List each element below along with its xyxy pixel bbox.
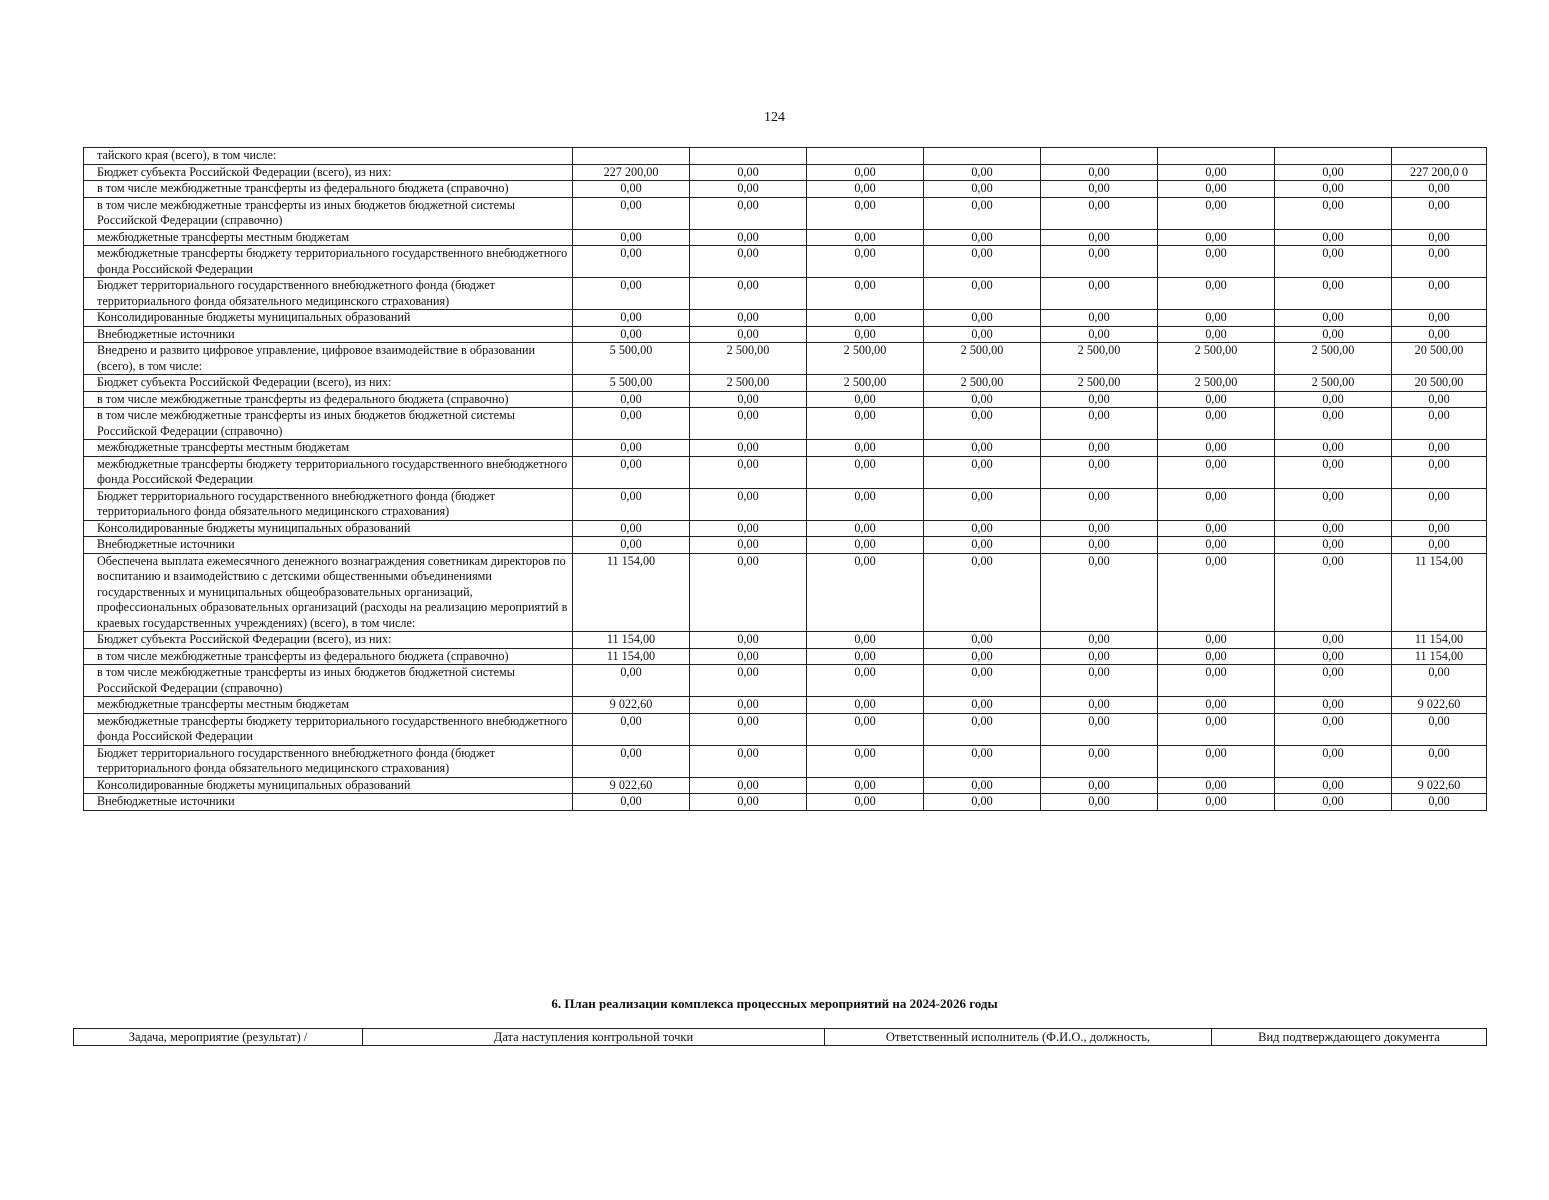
value-cell: 0,00 xyxy=(1275,488,1392,520)
value-cell: 0,00 xyxy=(690,326,807,343)
row-label: в том числе межбюджетные трансферты из федерального бюджета (справочно) xyxy=(84,648,573,665)
value-cell: 0,00 xyxy=(1158,745,1275,777)
value-cell: 0,00 xyxy=(1275,246,1392,278)
row-label: в том числе межбюджетные трансферты из иных бюджетов бюджетной системы Российской Федерации (справочно) xyxy=(84,665,573,697)
value-cell: 0,00 xyxy=(1158,278,1275,310)
value-cell: 9 022,60 xyxy=(573,697,690,714)
value-cell: 0,00 xyxy=(1158,777,1275,794)
value-cell: 2 500,00 xyxy=(807,343,924,375)
value-cell: 0,00 xyxy=(1275,794,1392,811)
value-cell: 0,00 xyxy=(1158,665,1275,697)
value-cell: 0,00 xyxy=(1392,246,1487,278)
row-label: Консолидированные бюджеты муниципальных образований xyxy=(84,520,573,537)
value-cell: 0,00 xyxy=(1041,648,1158,665)
value-cell: 0,00 xyxy=(573,181,690,198)
table-row xyxy=(84,777,1487,794)
value-cell: 0,00 xyxy=(924,648,1041,665)
value-cell: 0,00 xyxy=(924,745,1041,777)
value-cell: 0,00 xyxy=(807,745,924,777)
value-cell: 11 154,00 xyxy=(1392,632,1487,649)
value-cell: 0,00 xyxy=(1158,197,1275,229)
value-cell: 0,00 xyxy=(1392,665,1487,697)
value-cell: 0,00 xyxy=(807,197,924,229)
table-row xyxy=(84,408,1487,440)
value-cell: 0,00 xyxy=(573,665,690,697)
value-cell: 9 022,60 xyxy=(1392,777,1487,794)
value-cell: 0,00 xyxy=(690,520,807,537)
value-cell: 0,00 xyxy=(807,440,924,457)
value-cell: 0,00 xyxy=(1158,310,1275,327)
row-label: Внебюджетные источники xyxy=(84,537,573,554)
value-cell: 0,00 xyxy=(1158,164,1275,181)
value-cell: 0,00 xyxy=(1158,520,1275,537)
value-cell: 0,00 xyxy=(573,310,690,327)
value-cell: 0,00 xyxy=(1158,794,1275,811)
value-cell: 0,00 xyxy=(690,794,807,811)
value-cell: 0,00 xyxy=(1392,197,1487,229)
plan-table-header-row xyxy=(74,1029,1487,1046)
table-row xyxy=(84,456,1487,488)
value-cell: 0,00 xyxy=(1392,408,1487,440)
value-cell: 0,00 xyxy=(1158,326,1275,343)
value-cell: 0,00 xyxy=(573,794,690,811)
value-cell: 0,00 xyxy=(924,456,1041,488)
value-cell: 0,00 xyxy=(1275,632,1392,649)
value-cell: 0,00 xyxy=(1041,745,1158,777)
value-cell xyxy=(924,148,1041,165)
value-cell: 0,00 xyxy=(1158,456,1275,488)
value-cell: 9 022,60 xyxy=(1392,697,1487,714)
value-cell: 0,00 xyxy=(807,246,924,278)
value-cell: 0,00 xyxy=(690,440,807,457)
row-label: Бюджет территориального государственного внебюджетного фонда (бюджет территориального фонда обязательного медицинского страхования) xyxy=(84,745,573,777)
value-cell: 5 500,00 xyxy=(573,343,690,375)
value-cell: 0,00 xyxy=(1392,391,1487,408)
value-cell: 0,00 xyxy=(807,164,924,181)
plan-header-document: Вид подтверждающего документа xyxy=(1212,1029,1487,1046)
value-cell: 0,00 xyxy=(924,777,1041,794)
value-cell: 0,00 xyxy=(1041,777,1158,794)
value-cell: 11 154,00 xyxy=(573,648,690,665)
value-cell: 0,00 xyxy=(807,632,924,649)
value-cell: 0,00 xyxy=(807,310,924,327)
value-cell: 2 500,00 xyxy=(1158,343,1275,375)
row-label: Бюджет территориального государственного внебюджетного фонда (бюджет территориального фонда обязательного медицинского страхования) xyxy=(84,488,573,520)
value-cell: 0,00 xyxy=(924,229,1041,246)
row-label: Бюджет территориального государственного внебюджетного фонда (бюджет территориального фонда обязательного медицинского страхования) xyxy=(84,278,573,310)
value-cell: 0,00 xyxy=(924,197,1041,229)
table-row xyxy=(84,310,1487,327)
table-row xyxy=(84,648,1487,665)
value-cell: 0,00 xyxy=(1158,440,1275,457)
value-cell: 0,00 xyxy=(1392,456,1487,488)
value-cell: 0,00 xyxy=(1275,440,1392,457)
value-cell: 0,00 xyxy=(1158,408,1275,440)
value-cell: 0,00 xyxy=(1275,181,1392,198)
value-cell: 2 500,00 xyxy=(924,343,1041,375)
value-cell: 227 200,0 0 xyxy=(1392,164,1487,181)
value-cell: 0,00 xyxy=(924,246,1041,278)
value-cell xyxy=(1041,148,1158,165)
value-cell: 0,00 xyxy=(1275,278,1392,310)
value-cell: 0,00 xyxy=(1275,553,1392,632)
value-cell: 0,00 xyxy=(573,745,690,777)
row-label: межбюджетные трансферты бюджету территориального государственного внебюджетного фонда Российской Федерации xyxy=(84,456,573,488)
value-cell: 11 154,00 xyxy=(1392,553,1487,632)
value-cell: 0,00 xyxy=(807,537,924,554)
value-cell: 0,00 xyxy=(807,278,924,310)
value-cell: 0,00 xyxy=(1275,164,1392,181)
value-cell: 0,00 xyxy=(924,278,1041,310)
value-cell: 0,00 xyxy=(924,537,1041,554)
value-cell: 0,00 xyxy=(573,197,690,229)
value-cell: 0,00 xyxy=(1392,537,1487,554)
table-row xyxy=(84,632,1487,649)
value-cell: 0,00 xyxy=(924,632,1041,649)
value-cell: 2 500,00 xyxy=(807,375,924,392)
value-cell: 0,00 xyxy=(924,408,1041,440)
row-label: Консолидированные бюджеты муниципальных образований xyxy=(84,777,573,794)
value-cell: 0,00 xyxy=(807,777,924,794)
value-cell: 0,00 xyxy=(1392,229,1487,246)
value-cell: 0,00 xyxy=(1275,777,1392,794)
value-cell: 0,00 xyxy=(1041,310,1158,327)
value-cell: 0,00 xyxy=(690,197,807,229)
value-cell: 0,00 xyxy=(1275,310,1392,327)
value-cell: 0,00 xyxy=(1041,713,1158,745)
value-cell: 0,00 xyxy=(1275,326,1392,343)
value-cell: 0,00 xyxy=(573,537,690,554)
value-cell: 0,00 xyxy=(924,440,1041,457)
value-cell: 2 500,00 xyxy=(690,343,807,375)
row-label: в том числе межбюджетные трансферты из иных бюджетов бюджетной системы Российской Федерации (справочно) xyxy=(84,408,573,440)
value-cell: 0,00 xyxy=(690,408,807,440)
value-cell: 0,00 xyxy=(1275,408,1392,440)
value-cell: 0,00 xyxy=(1392,326,1487,343)
value-cell xyxy=(1158,148,1275,165)
value-cell: 0,00 xyxy=(807,665,924,697)
value-cell: 0,00 xyxy=(924,553,1041,632)
row-label: Обеспечена выплата ежемесячного денежного вознаграждения советникам директоров по воспитанию и взаимодействию с детскими общественными объединениями государственных и муниципальных общеобразовательных организаций, профессиональных образовательных организаций (расходы на реализацию мероприятий в краевых государственных учреждениях) (всего), в том числе: xyxy=(84,553,573,632)
value-cell: 0,00 xyxy=(1158,632,1275,649)
page-number: 124 xyxy=(764,110,785,125)
table-row xyxy=(84,343,1487,375)
table-row xyxy=(84,148,1487,165)
value-cell: 0,00 xyxy=(1392,310,1487,327)
value-cell: 0,00 xyxy=(1392,794,1487,811)
table-row xyxy=(84,537,1487,554)
row-label: Внебюджетные источники xyxy=(84,794,573,811)
value-cell: 0,00 xyxy=(1392,278,1487,310)
value-cell: 0,00 xyxy=(1041,326,1158,343)
value-cell: 0,00 xyxy=(924,488,1041,520)
value-cell: 0,00 xyxy=(1275,391,1392,408)
value-cell: 0,00 xyxy=(1041,456,1158,488)
table-row xyxy=(84,440,1487,457)
value-cell: 0,00 xyxy=(924,326,1041,343)
value-cell: 0,00 xyxy=(573,391,690,408)
value-cell: 2 500,00 xyxy=(1041,375,1158,392)
value-cell: 0,00 xyxy=(1275,648,1392,665)
table-row xyxy=(84,246,1487,278)
value-cell: 0,00 xyxy=(690,648,807,665)
value-cell: 0,00 xyxy=(690,777,807,794)
value-cell: 0,00 xyxy=(807,181,924,198)
value-cell: 0,00 xyxy=(1392,440,1487,457)
value-cell: 0,00 xyxy=(690,310,807,327)
row-label: межбюджетные трансферты местным бюджетам xyxy=(84,440,573,457)
value-cell xyxy=(690,148,807,165)
section-title: 6. План реализации комплекса процессных мероприятий на 2024-2026 годы xyxy=(551,996,998,1011)
value-cell: 0,00 xyxy=(1275,229,1392,246)
row-label: межбюджетные трансферты бюджету территориального государственного внебюджетного фонда Российской Федерации xyxy=(84,713,573,745)
value-cell: 0,00 xyxy=(807,648,924,665)
value-cell: 0,00 xyxy=(690,181,807,198)
value-cell: 0,00 xyxy=(1041,537,1158,554)
value-cell: 2 500,00 xyxy=(1158,375,1275,392)
table-row xyxy=(84,520,1487,537)
table-row xyxy=(84,197,1487,229)
value-cell: 0,00 xyxy=(690,488,807,520)
value-cell: 0,00 xyxy=(924,391,1041,408)
value-cell: 0,00 xyxy=(1158,229,1275,246)
value-cell: 0,00 xyxy=(1392,520,1487,537)
value-cell: 0,00 xyxy=(1158,537,1275,554)
budget-table-body xyxy=(84,148,1487,811)
value-cell: 20 500,00 xyxy=(1392,343,1487,375)
value-cell: 0,00 xyxy=(1041,391,1158,408)
table-row xyxy=(84,278,1487,310)
value-cell: 0,00 xyxy=(690,456,807,488)
value-cell: 0,00 xyxy=(807,229,924,246)
plan-header-date: Дата наступления контрольной точки xyxy=(363,1029,825,1046)
value-cell: 227 200,00 xyxy=(573,164,690,181)
table-row xyxy=(84,375,1487,392)
row-label: Бюджет субъекта Российской Федерации (всего), из них: xyxy=(84,375,573,392)
value-cell: 0,00 xyxy=(1275,520,1392,537)
value-cell: 0,00 xyxy=(573,713,690,745)
value-cell: 0,00 xyxy=(807,326,924,343)
table-row xyxy=(84,164,1487,181)
value-cell: 0,00 xyxy=(690,278,807,310)
value-cell: 0,00 xyxy=(1041,278,1158,310)
value-cell: 0,00 xyxy=(690,665,807,697)
plan-header-executor: Ответственный исполнитель (Ф.И.О., должность, xyxy=(825,1029,1212,1046)
value-cell: 0,00 xyxy=(690,164,807,181)
table-row xyxy=(84,794,1487,811)
value-cell: 0,00 xyxy=(1041,488,1158,520)
plan-table xyxy=(73,1028,1487,1046)
value-cell: 0,00 xyxy=(1041,246,1158,278)
value-cell: 9 022,60 xyxy=(573,777,690,794)
value-cell: 0,00 xyxy=(807,391,924,408)
row-label: в том числе межбюджетные трансферты из федерального бюджета (справочно) xyxy=(84,181,573,198)
value-cell: 0,00 xyxy=(690,632,807,649)
value-cell: 0,00 xyxy=(1158,488,1275,520)
value-cell: 0,00 xyxy=(1392,745,1487,777)
value-cell: 0,00 xyxy=(690,246,807,278)
value-cell: 0,00 xyxy=(807,794,924,811)
table-row xyxy=(84,697,1487,714)
value-cell: 0,00 xyxy=(1158,181,1275,198)
table-row xyxy=(84,745,1487,777)
value-cell: 0,00 xyxy=(807,456,924,488)
row-label: Внебюджетные источники xyxy=(84,326,573,343)
row-label: Внедрено и развито цифровое управление, цифровое взаимодействие в образовании (всего), в том числе: xyxy=(84,343,573,375)
row-label: межбюджетные трансферты местным бюджетам xyxy=(84,697,573,714)
row-label: в том числе межбюджетные трансферты из иных бюджетов бюджетной системы Российской Федерации (справочно) xyxy=(84,197,573,229)
value-cell: 0,00 xyxy=(690,391,807,408)
value-cell: 0,00 xyxy=(924,164,1041,181)
value-cell: 0,00 xyxy=(1041,181,1158,198)
value-cell: 0,00 xyxy=(1041,520,1158,537)
value-cell: 0,00 xyxy=(1392,488,1487,520)
value-cell: 0,00 xyxy=(690,229,807,246)
table-row xyxy=(84,713,1487,745)
row-label: межбюджетные трансферты местным бюджетам xyxy=(84,229,573,246)
value-cell: 2 500,00 xyxy=(1041,343,1158,375)
table-row xyxy=(84,391,1487,408)
row-label: межбюджетные трансферты бюджету территориального государственного внебюджетного фонда Российской Федерации xyxy=(84,246,573,278)
value-cell: 0,00 xyxy=(1041,440,1158,457)
value-cell xyxy=(1392,148,1487,165)
value-cell xyxy=(573,148,690,165)
value-cell: 0,00 xyxy=(807,713,924,745)
row-label: Консолидированные бюджеты муниципальных образований xyxy=(84,310,573,327)
value-cell: 0,00 xyxy=(573,440,690,457)
value-cell: 0,00 xyxy=(1275,713,1392,745)
value-cell: 0,00 xyxy=(573,520,690,537)
table-row xyxy=(84,229,1487,246)
value-cell: 0,00 xyxy=(1158,648,1275,665)
value-cell: 0,00 xyxy=(924,697,1041,714)
plan-header-task: Задача, мероприятие (результат) / xyxy=(74,1029,363,1046)
value-cell: 0,00 xyxy=(573,456,690,488)
value-cell: 0,00 xyxy=(1275,537,1392,554)
value-cell: 0,00 xyxy=(1041,697,1158,714)
value-cell: 0,00 xyxy=(924,310,1041,327)
value-cell: 0,00 xyxy=(1158,553,1275,632)
table-row xyxy=(84,326,1487,343)
table-row xyxy=(84,553,1487,632)
value-cell: 2 500,00 xyxy=(1275,343,1392,375)
value-cell: 0,00 xyxy=(1275,665,1392,697)
value-cell: 20 500,00 xyxy=(1392,375,1487,392)
value-cell: 0,00 xyxy=(1041,632,1158,649)
value-cell: 2 500,00 xyxy=(1275,375,1392,392)
value-cell: 0,00 xyxy=(1041,794,1158,811)
row-label: Бюджет субъекта Российской Федерации (всего), из них: xyxy=(84,632,573,649)
value-cell: 0,00 xyxy=(1275,697,1392,714)
value-cell: 0,00 xyxy=(1158,391,1275,408)
table-row xyxy=(84,665,1487,697)
value-cell xyxy=(807,148,924,165)
value-cell: 0,00 xyxy=(573,229,690,246)
value-cell: 0,00 xyxy=(573,278,690,310)
value-cell: 0,00 xyxy=(1158,246,1275,278)
value-cell: 0,00 xyxy=(573,488,690,520)
value-cell: 0,00 xyxy=(573,408,690,440)
value-cell: 2 500,00 xyxy=(924,375,1041,392)
value-cell: 0,00 xyxy=(1158,697,1275,714)
budget-table xyxy=(83,147,1487,811)
value-cell: 0,00 xyxy=(924,520,1041,537)
value-cell: 0,00 xyxy=(1275,197,1392,229)
value-cell: 0,00 xyxy=(924,665,1041,697)
value-cell: 0,00 xyxy=(924,181,1041,198)
value-cell: 0,00 xyxy=(573,246,690,278)
value-cell: 0,00 xyxy=(690,537,807,554)
table-row xyxy=(84,488,1487,520)
value-cell: 0,00 xyxy=(1275,456,1392,488)
value-cell: 0,00 xyxy=(1041,164,1158,181)
value-cell xyxy=(1275,148,1392,165)
table-row xyxy=(84,181,1487,198)
value-cell: 0,00 xyxy=(1041,408,1158,440)
value-cell: 0,00 xyxy=(807,553,924,632)
value-cell: 0,00 xyxy=(573,326,690,343)
value-cell: 0,00 xyxy=(807,697,924,714)
value-cell: 0,00 xyxy=(690,553,807,632)
value-cell: 0,00 xyxy=(1041,665,1158,697)
value-cell: 0,00 xyxy=(1041,229,1158,246)
value-cell: 0,00 xyxy=(1275,745,1392,777)
value-cell: 0,00 xyxy=(1392,181,1487,198)
value-cell: 2 500,00 xyxy=(690,375,807,392)
value-cell: 0,00 xyxy=(1041,553,1158,632)
value-cell: 0,00 xyxy=(1041,197,1158,229)
value-cell: 0,00 xyxy=(690,745,807,777)
row-label: в том числе межбюджетные трансферты из федерального бюджета (справочно) xyxy=(84,391,573,408)
value-cell: 0,00 xyxy=(1392,713,1487,745)
row-label: Бюджет субъекта Российской Федерации (всего), из них: xyxy=(84,164,573,181)
value-cell: 11 154,00 xyxy=(573,553,690,632)
value-cell: 0,00 xyxy=(807,488,924,520)
value-cell: 0,00 xyxy=(924,713,1041,745)
value-cell: 0,00 xyxy=(807,520,924,537)
value-cell: 0,00 xyxy=(690,697,807,714)
value-cell: 0,00 xyxy=(807,408,924,440)
value-cell: 5 500,00 xyxy=(573,375,690,392)
value-cell: 0,00 xyxy=(1158,713,1275,745)
value-cell: 0,00 xyxy=(924,794,1041,811)
row-label: тайского края (всего), в том числе: xyxy=(84,148,573,165)
value-cell: 0,00 xyxy=(690,713,807,745)
value-cell: 11 154,00 xyxy=(573,632,690,649)
value-cell: 11 154,00 xyxy=(1392,648,1487,665)
